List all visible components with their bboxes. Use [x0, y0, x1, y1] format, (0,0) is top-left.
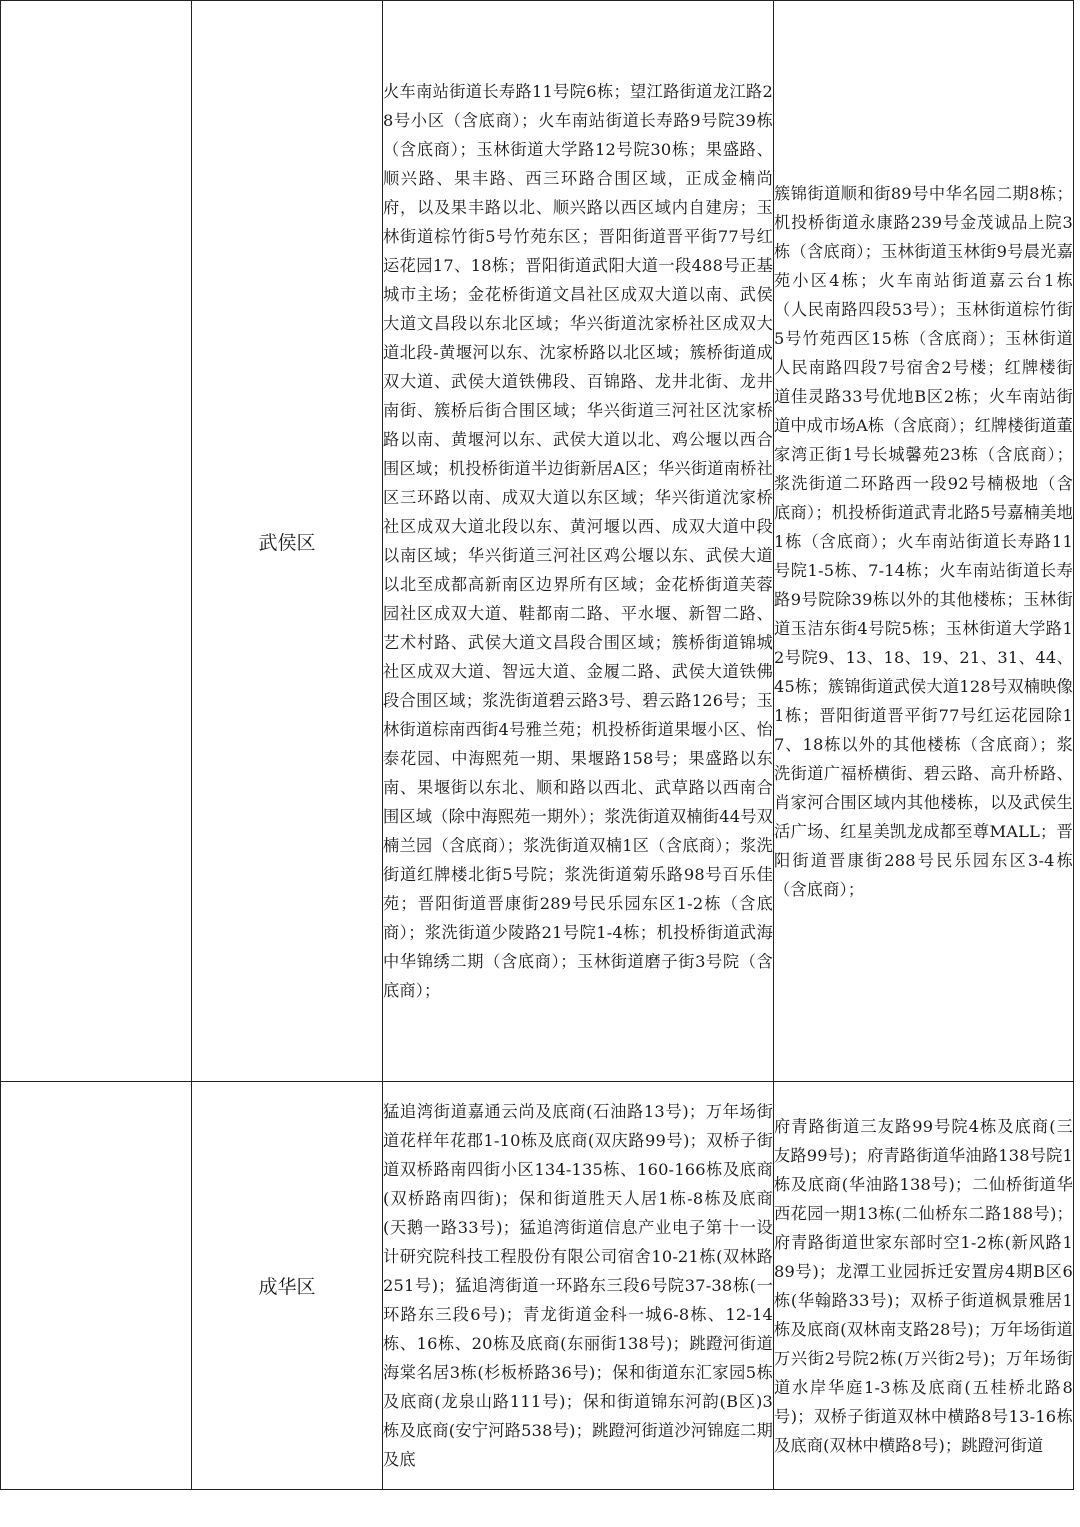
area-list-text-secondary: 簇锦街道顺和街89号中华名园二期8栋；机投桥街道永康路239号金茂诚品上院3栋（含底商）；玉林街道玉林街9号晨光嘉苑小区4栋；火车南站街道嘉云台1栋（人民南路四段53号）；玉林街道棕竹街5号竹苑西区15栋（含底商）；玉林街道人民南路四段7号宿舍2号楼；红牌楼街道佳灵路33号优地B区2栋；火车南站街道中成市场A栋（含底商）；红牌楼街道董家湾正街1号长城馨苑23栋（含底商）；浆洗街道二环路西一段92号楠极地（含底商）；机投桥街道武青北路5号嘉楠美地1栋（含底商）；火车南站街道长寿路11号院1-5栋、7-14栋；火车南站街道长寿路9号院除39栋以外的其他楼栋；玉林街道玉洁东街4号院5栋；玉林街道大学路12号院9、13、18、19、21、31、44、45栋；簇锦街道武侯大道128号双楠映像1栋；晋阳街道晋平街77号红运花园除17、18栋以外的其他楼栋（含底商）；浆洗街道广福桥横街、碧云路、高升桥路、肖家河合围区域内其他楼栋，以及武侯生活广场、红星美凯龙成都至尊MALL；晋阳街道晋康街288号民乐园东区3-4栋（含底商）； [774, 183, 1073, 899]
district-name: 武侯区 [258, 531, 316, 554]
district-cell [192, 1082, 383, 1490]
area-list-text-secondary: 府青路街道三友路99号院4栋及底商(三友路99号)；府青路街道华油路138号院1栋及底商(华油路138号)；二仙桥街道华西花园一期13栋(二仙桥东二路188号)；府青路街道世家东部时空1-2栋(新风路189号)；龙潭工业园拆迁安置房4期B区6栋(华翰路33号)；双桥子街道枫景雅居1栋及底商(双林南支路28号)；万年场街道万兴街2号院2栋(万兴街2号)；万年场街道水岸华庭1-3栋及底商(五桂桥北路8号)；双桥子街道双林中横路8号13-16栋及底商(双林中横路8号)；跳蹬河街道 [774, 1116, 1073, 1455]
area-list-cell-secondary [774, 1082, 1074, 1490]
blank-cell [1, 1082, 192, 1490]
area-list-cell-secondary [774, 1, 1074, 1082]
area-list-cell [383, 1082, 774, 1490]
area-list-cell [383, 1, 774, 1082]
table-row-chenghua [1, 1082, 1074, 1490]
district-cell [192, 1, 383, 1082]
blank-cell [1, 1, 192, 1082]
table-row-wuhou [1, 1, 1074, 1082]
area-list-text: 火车南站街道长寿路11号院6栋；望江路街道龙江路28号小区（含底商）；火车南站街道长寿路9号院39栋（含底商）；玉林街道大学路12号院30栋；果盛路、顺兴路、果丰路、西三环路合围区域，正成金楠尚府，以及果丰路以北、顺兴路以西区域内自建房；玉林街道棕竹街5号竹苑东区；晋阳街道晋平街77号红运花园17、18栋；晋阳街道武阳大道一段488号正基城市主场；金花桥街道文昌社区成双大道以南、武侯大道文昌段以东北区域；华兴街道沈家桥社区成双大道北段-黄堰河以东、沈家桥路以北区域；簇桥街道成双大道、武侯大道铁佛段、百锦路、龙井北街、龙井南街、簇桥后街合围区域；华兴街道三河社区沈家桥路以南、黄堰河以东、武侯大道以北、鸡公堰以西合围区域；机投桥街道半边街新居A区；华兴街道南桥社区三环路以南、成双大道以东区域；华兴街道沈家桥社区成双大道北段以东、黄河堰以西、成双大道中段以南区域；华兴街道三河社区鸡公堰以东、武侯大道以北至成都高新南区边界所有区域；金花桥街道芙蓉园社区成双大道、鞋都南二路、平水堰、新智二路、艺术村路、武侯大道文昌段合围区域；簇桥街道锦城社区成双大道、智远大道、金履二路、武侯大道铁佛段合围区域；浆洗街道碧云路3号、碧云路126号；玉林街道棕南西街4号雅兰苑；机投桥街道果堰小区、怡泰花园、中海熙苑一期、果堰路158号；果盛路以东南、果堰街以东北、顺和路以西北、武草路以西南合围区域（除中海熙苑一期外）；浆洗街道双楠街44号双楠兰园（含底商）；浆洗街道双楠1区（含底商）；浆洗街道红牌楼北街5号院；浆洗街道菊乐路98号百乐佳苑；晋阳街道晋康街289号民乐园东区1-2栋（含底商）；浆洗街道少陵路21号院1-4栋；机投桥街道武海中华锦绣二期（含底商）；玉林街道磨子街3号院（含底商）； [383, 82, 773, 1000]
district-name: 成华区 [258, 1276, 316, 1298]
area-list-text: 猛追湾街道嘉通云尚及底商(石油路13号)；万年场街道花样年花郡1-10栋及底商(双庆路99号)；双桥子街道双桥路南四街小区134-135栋、160-166栋及底商(双桥路南四街)；保和街道胜天人居1栋-8栋及底商(天鹅一路33号)；猛追湾街道信息产业电子第十一设计研究院科技工程股份有限公司宿舍10-21栋(双林路251号)；猛追湾街道一环路东三段6号院37-38栋(一环路东三段6号)；青龙街道金科一城6-8栋、12-14栋、16栋、20栋及底商(东丽街138号)；跳蹬河街道海棠名居3栋(杉板桥路36号)；保和街道东汇家园5栋及底商(龙泉山路111号)；保和街道锦东河韵(B区)3栋及底商(安宁河路538号)；跳蹬河街道沙河锦庭二期及底 [383, 1102, 773, 1469]
